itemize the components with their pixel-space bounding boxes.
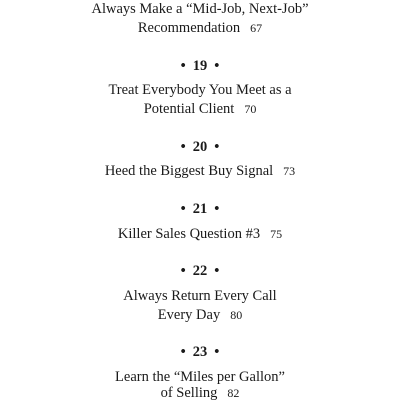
toc-entry-title-line bbox=[0, 100, 400, 118]
toc-chapter-number bbox=[0, 343, 400, 361]
toc-chapter-number bbox=[0, 200, 400, 218]
bullet-right: • bbox=[214, 139, 220, 155]
bullet-right: • bbox=[214, 344, 220, 360]
toc-page-number: 75 bbox=[270, 227, 283, 241]
toc-entry-title-line bbox=[0, 81, 400, 99]
toc-entry-title-line bbox=[0, 225, 400, 243]
toc-entry-text: Learn the “Miles per Gallon” bbox=[115, 369, 285, 385]
toc-entry-text: Always Make a “Mid-Job, Next-Job” bbox=[91, 1, 309, 17]
chapter-number-text: 20 bbox=[192, 139, 208, 155]
toc-entry-text: Potential Client bbox=[143, 101, 235, 117]
bullet-left: • bbox=[180, 201, 186, 217]
toc-entry-title-line bbox=[0, 287, 400, 305]
bullet-right: • bbox=[214, 201, 220, 217]
toc-page-number: 70 bbox=[244, 102, 257, 116]
chapter-number-text: 19 bbox=[192, 58, 208, 74]
toc-entry-title-line bbox=[0, 306, 400, 324]
bullet-left: • bbox=[180, 139, 186, 155]
toc-entry-title-line bbox=[0, 0, 400, 18]
bullet-right: • bbox=[214, 263, 220, 279]
toc-entry-title-line bbox=[0, 384, 400, 402]
chapter-number-text: 21 bbox=[192, 201, 208, 217]
toc-entry-text: Heed the Biggest Buy Signal bbox=[104, 163, 274, 179]
toc-entry-title-line bbox=[0, 19, 400, 37]
toc-entry-text: Recommendation bbox=[137, 20, 241, 36]
toc-page-number: 73 bbox=[283, 164, 296, 178]
bullet-left: • bbox=[180, 263, 186, 279]
toc-page-number: 67 bbox=[250, 21, 263, 35]
toc-chapter-number bbox=[0, 57, 400, 75]
bullet-left: • bbox=[180, 344, 186, 360]
chapter-number-text: 22 bbox=[192, 263, 208, 279]
toc-entry-text: Always Return Every Call bbox=[123, 288, 277, 304]
toc-entry-text: of Selling bbox=[160, 385, 218, 401]
toc-page-number: 82 bbox=[227, 386, 240, 400]
toc-chapter-number bbox=[0, 262, 400, 280]
toc-entry-text: Treat Everybody You Meet as a bbox=[108, 82, 292, 98]
toc-entry-text: Killer Sales Question #3 bbox=[117, 226, 261, 242]
toc-entry-title-line bbox=[0, 162, 400, 180]
bullet-left: • bbox=[180, 58, 186, 74]
toc-chapter-number bbox=[0, 138, 400, 156]
bullet-right: • bbox=[214, 58, 220, 74]
toc-entry-text: Every Day bbox=[157, 307, 221, 323]
toc-page-number: 80 bbox=[230, 308, 243, 322]
chapter-number-text: 23 bbox=[192, 344, 208, 360]
